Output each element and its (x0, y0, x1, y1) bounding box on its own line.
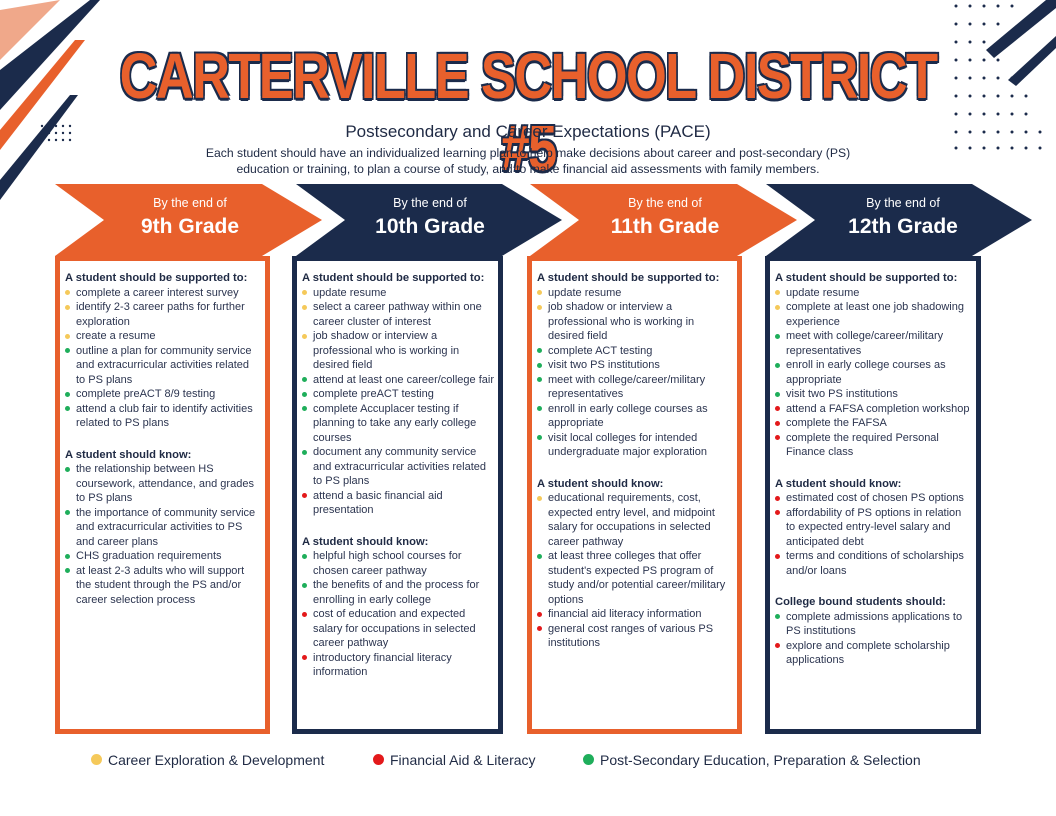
checklist-item (65, 402, 261, 431)
checklist-item (302, 286, 494, 301)
checklist-item-text: general cost ranges of various PS institutions (548, 622, 714, 649)
checklist-item-text: document any community service and extracurricular activities related to PS plans (313, 446, 487, 487)
category-dot-icon (65, 334, 70, 339)
checklist-item-text: complete ACT testing (548, 344, 653, 357)
grade-header-title: 10th Grade (375, 215, 485, 238)
checklist-item (302, 373, 494, 388)
checklist-item-text: estimated cost of chosen PS options (786, 492, 964, 504)
intro-paragraph: Each student should have an individualized learning plan to help make decisions about career and post-secondary (PS) education or training, to plan a course of study, and to make financial aid assessments with family members. (205, 146, 851, 176)
section-heading: A student should be supported to: (537, 272, 720, 284)
checklist-item-text: CHS graduation requirements (76, 550, 222, 562)
checklist-item-text: attend a basic financial aid presentation (313, 489, 443, 516)
checklist (775, 491, 972, 578)
checklist-item (537, 622, 733, 651)
checklist-item (65, 300, 261, 329)
checklist (302, 549, 494, 680)
section-heading: A student should know: (775, 477, 902, 490)
checklist (65, 462, 261, 607)
legend (0, 751, 1056, 769)
checklist-item (302, 300, 494, 329)
grade-header-10 (330, 195, 530, 241)
category-dot-icon (775, 510, 780, 515)
category-dot-icon (302, 305, 307, 310)
checklist-item-text: terms and conditions of scholarships and/or loans (786, 550, 964, 577)
checklist-item (302, 607, 494, 651)
category-dot-icon (775, 614, 780, 619)
checklist-section (775, 477, 972, 579)
checklist-item-text: update resume (548, 286, 622, 299)
checklist-item-text: the relationship between HS coursework, attendance, and grades to PS plans (76, 463, 254, 504)
checklist-item-text: helpful high school courses for chosen career pathway (313, 550, 462, 577)
legend-dot-icon (583, 754, 594, 765)
checklist-section (775, 595, 972, 668)
checklist-item (65, 462, 261, 506)
legend-item-postsecondary (583, 751, 921, 769)
checklist-item-text: attend a FAFSA completion workshop (786, 402, 970, 415)
section-heading: A student should know: (537, 477, 664, 490)
category-dot-icon (775, 496, 780, 501)
checklist-section (302, 271, 494, 518)
checklist (775, 286, 972, 460)
checklist-item (65, 387, 261, 402)
district-title: CARTERVILLE SCHOOL DISTRICT #5 (119, 40, 937, 184)
decor-top-left-strokes (0, 0, 110, 210)
category-dot-icon (65, 392, 70, 397)
category-dot-icon (537, 612, 542, 617)
checklist-item (775, 387, 972, 402)
grade-header-11 (565, 195, 765, 241)
checklist-item (775, 506, 972, 550)
category-dot-icon (537, 554, 542, 559)
category-dot-icon (302, 554, 307, 559)
checklist-item-text: affordability of PS options in relation to expected entry-level salary and anticipated debt (786, 506, 962, 548)
category-dot-icon (65, 305, 70, 310)
checklist-item (537, 431, 733, 460)
checklist-item (775, 549, 972, 578)
checklist-item (537, 286, 733, 301)
checklist-item (775, 329, 972, 358)
category-dot-icon (537, 435, 542, 440)
checklist-item-text: select a career pathway within one career cluster of interest (313, 301, 482, 328)
checklist-item-text: the benefits of and the process for enrolling in early college (313, 579, 480, 606)
column-12th-grade (765, 256, 981, 734)
checklist (65, 286, 261, 431)
checklist-item-text: meet with college/career/military representatives (786, 330, 944, 357)
grade-header-9 (90, 195, 290, 241)
column-11th-grade (527, 256, 742, 734)
checklist-item-text: complete the required Personal Finance class (786, 431, 939, 458)
checklist (537, 286, 733, 460)
checklist-item-text: create a resume (76, 330, 156, 342)
grade-header-pre: By the end of (628, 196, 702, 210)
grade-header-title: 12th Grade (848, 215, 958, 238)
category-dot-icon (65, 467, 70, 472)
checklist-item-text: update resume (786, 286, 860, 299)
category-dot-icon (302, 406, 307, 411)
category-dot-icon (775, 334, 780, 339)
checklist-item-text: the importance of community service and extracurricular activities to PS and career plans (76, 506, 256, 548)
checklist-item (537, 402, 733, 431)
checklist-item (775, 402, 972, 417)
category-dot-icon (302, 655, 307, 660)
grade-header-pre: By the end of (866, 196, 940, 210)
checklist-item (775, 491, 972, 506)
checklist-item-text: job shadow or interview a professional who is working in desired field (313, 330, 460, 371)
checklist-item (537, 373, 733, 402)
grade-header-12 (803, 195, 1003, 241)
checklist-item (302, 651, 494, 680)
checklist-section (65, 271, 261, 431)
category-dot-icon (775, 643, 780, 648)
grade-header-title: 11th Grade (610, 215, 720, 238)
checklist-item-text: educational requirements, cost, expected entry level, and midpoint salary for occupations in selected career pathway (548, 492, 715, 548)
category-dot-icon (775, 290, 780, 295)
section-heading: A student should be supported to: (775, 272, 958, 284)
checklist-item-text: complete the FAFSA (786, 417, 887, 429)
checklist-item (302, 329, 494, 373)
checklist-item-text: enroll in early college courses as appropriate (548, 402, 708, 429)
section-heading: A student should know: (302, 535, 429, 548)
checklist-item-text: at least 2-3 adults who will support the student through the PS and/or career selection process (76, 564, 245, 606)
program-subtitle: Postsecondary and Career Expectations (PACE) (345, 122, 711, 141)
checklist-item-text: complete Accuplacer testing if planning to take any early college courses (313, 402, 477, 444)
checklist-item (537, 607, 733, 622)
category-dot-icon (65, 348, 70, 353)
checklist-item (302, 402, 494, 446)
category-dot-icon (537, 305, 542, 310)
checklist-item (302, 578, 494, 607)
category-dot-icon (537, 377, 542, 382)
checklist-section (302, 535, 494, 680)
category-dot-icon (302, 612, 307, 617)
checklist-item-text: enroll in early college courses as appropriate (786, 359, 946, 386)
checklist-item-text: complete a career interest survey (76, 286, 239, 299)
checklist-item (65, 344, 261, 388)
checklist-item (775, 286, 972, 301)
checklist-item-text: identify 2-3 career paths for further exploration (76, 301, 245, 328)
category-dot-icon (537, 290, 542, 295)
category-dot-icon (775, 406, 780, 411)
checklist (302, 286, 494, 518)
checklist-item (775, 610, 972, 639)
checklist-item-text: visit local colleges for intended undergraduate major exploration (548, 431, 707, 458)
category-dot-icon (302, 290, 307, 295)
category-dot-icon (65, 290, 70, 295)
checklist-item (537, 300, 733, 344)
checklist-item-text: update resume (313, 286, 387, 299)
checklist-item-text: attend at least one career/college fair (313, 373, 495, 386)
category-dot-icon (65, 568, 70, 573)
checklist-item-text: meet with college/career/military representatives (548, 373, 706, 400)
checklist-item (537, 344, 733, 359)
category-dot-icon (302, 377, 307, 382)
checklist-item (537, 358, 733, 373)
checklist-section (537, 271, 733, 460)
checklist-item (65, 286, 261, 301)
legend-label: Financial Aid & Literacy (390, 752, 536, 768)
column-9th-grade (55, 256, 270, 734)
checklist-item (775, 431, 972, 460)
checklist-item (65, 329, 261, 344)
category-dot-icon (302, 450, 307, 455)
checklist (775, 610, 972, 668)
category-dot-icon (775, 392, 780, 397)
checklist-item-text: complete admissions applications to PS institutions (786, 610, 963, 637)
category-dot-icon (775, 363, 780, 368)
legend-dot-icon (373, 754, 384, 765)
checklist-item (537, 491, 733, 549)
section-heading: A student should be supported to: (65, 272, 248, 284)
checklist-item (775, 416, 972, 431)
checklist-item-text: at least three colleges that offer student's expected PS program of study and/or potential career/military options (548, 550, 726, 606)
checklist-item (65, 549, 261, 564)
checklist-item (302, 445, 494, 489)
legend-label: Career Exploration & Development (108, 752, 325, 768)
category-dot-icon (302, 392, 307, 397)
checklist-item (775, 358, 972, 387)
grade-header-title: 9th Grade (140, 215, 240, 238)
checklist-item-text: job shadow or interview a professional who is working in desired field (548, 301, 695, 342)
section-heading: A student should be supported to: (302, 272, 485, 284)
category-dot-icon (775, 554, 780, 559)
category-dot-icon (537, 496, 542, 501)
checklist-item-text: introductory financial literacy information (313, 651, 452, 678)
checklist-item-text: visit two PS institutions (786, 388, 898, 400)
legend-label: Post-Secondary Education, Preparation & Selection (600, 752, 921, 768)
legend-dot-icon (91, 754, 102, 765)
checklist-item-text: complete preACT 8/9 testing (76, 388, 216, 400)
checklist-item (302, 387, 494, 402)
category-dot-icon (302, 583, 307, 588)
checklist-section (537, 477, 733, 651)
category-dot-icon (537, 348, 542, 353)
category-dot-icon (775, 421, 780, 426)
section-heading: A student should know: (65, 448, 192, 461)
checklist-section (65, 448, 261, 608)
column-10th-grade (292, 256, 503, 734)
legend-item-career (91, 751, 324, 769)
checklist-item-text: complete preACT testing (313, 388, 434, 400)
checklist-item (65, 506, 261, 550)
category-dot-icon (65, 510, 70, 515)
checklist-item (302, 549, 494, 578)
checklist-item (65, 564, 261, 608)
legend-item-financial (373, 751, 536, 769)
checklist-item (775, 300, 972, 329)
checklist-item (537, 549, 733, 607)
checklist-item-text: explore and complete scholarship applications (786, 639, 950, 666)
checklist-item-text: financial aid literacy information (548, 608, 702, 620)
category-dot-icon (302, 493, 307, 498)
checklist-item-text: attend a club fair to identify activities related to PS plans (76, 402, 253, 429)
category-dot-icon (65, 406, 70, 411)
category-dot-icon (775, 435, 780, 440)
checklist-item-text: outline a plan for community service and extracurricular activities related to PS plans (76, 344, 252, 386)
checklist-item (302, 489, 494, 518)
checklist-item-text: visit two PS institutions (548, 359, 660, 371)
section-heading: College bound students should: (775, 596, 946, 608)
grade-header-pre: By the end of (393, 196, 467, 210)
checklist-section (775, 271, 972, 460)
category-dot-icon (537, 406, 542, 411)
category-dot-icon (537, 363, 542, 368)
category-dot-icon (775, 305, 780, 310)
checklist-item-text: complete at least one job shadowing experience (786, 301, 964, 328)
checklist-item (775, 639, 972, 668)
category-dot-icon (302, 334, 307, 339)
category-dot-icon (65, 554, 70, 559)
category-dot-icon (537, 626, 542, 631)
checklist-item-text: cost of education and expected salary for occupations in selected career pathway (313, 608, 476, 649)
grade-header-pre: By the end of (153, 196, 227, 210)
checklist (537, 491, 733, 651)
